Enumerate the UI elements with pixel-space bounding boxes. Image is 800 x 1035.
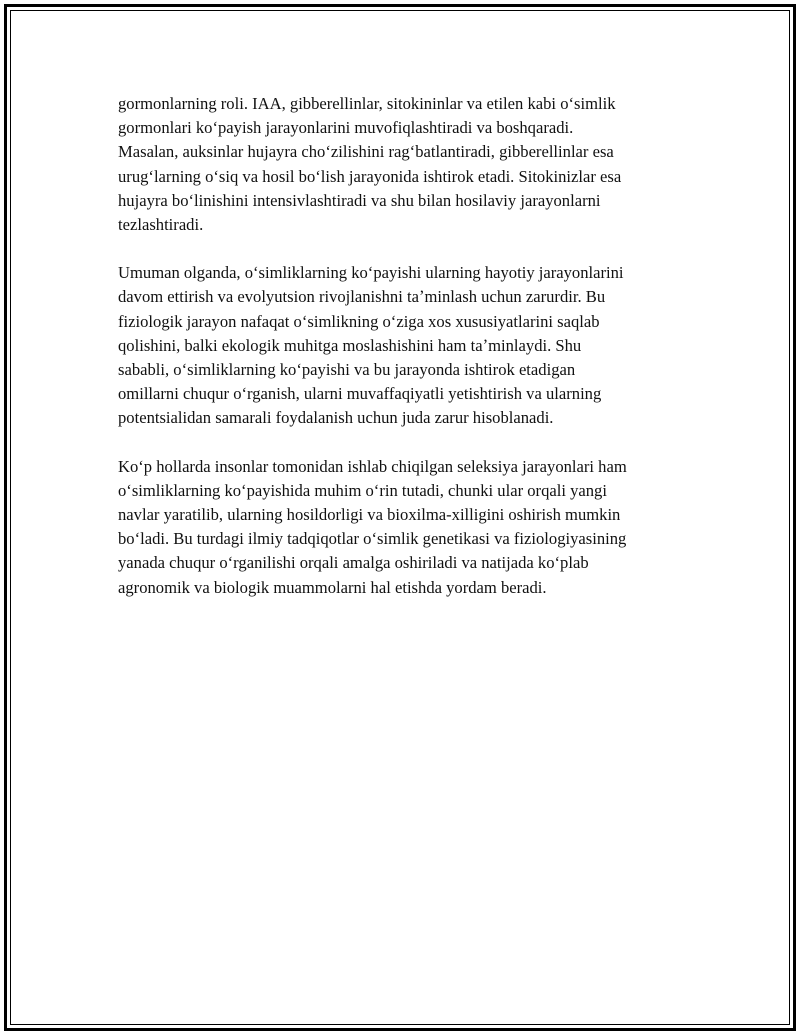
text-line: navlar yaratilib, ularning hosildorligi va bioxilma-xilligini oshirish mumkin (118, 505, 621, 525)
text-line: fiziologik jarayon nafaqat oʻsimlikning oʻziga xos xususiyatlarini saqlab (118, 311, 600, 331)
document-body (118, 92, 686, 624)
text-line: Umuman olganda, oʻsimliklarning koʻpayishi ularning hayotiy jarayonlarini (118, 263, 624, 283)
text-line: potentsialidan samarali foydalanish uchun juda zarur hisoblanadi. (118, 408, 554, 428)
text-line: Koʻp hollarda insonlar tomonidan ishlab chiqilgan seleksiya jarayonlari ham (118, 456, 627, 476)
text-line: oʻsimliklarning koʻpayishida muhim oʻrin tutadi, chunki ular orqali yangi (118, 480, 607, 500)
text-line: urugʻlarning oʻsiq va hosil boʻlish jarayonida ishtirok etadi. Sitokinizlar esa (118, 166, 622, 186)
text-line: hujayra boʻlinishini intensivlashtiradi va shu bilan hosilaviy jarayonlarni (118, 190, 601, 210)
paragraph-hormones (118, 92, 686, 237)
paragraph-summary (118, 261, 686, 430)
paragraph-selection (118, 455, 686, 600)
text-line: Masalan, auksinlar hujayra choʻzilishini ragʻbatlantiradi, gibberellinlar esa (118, 142, 614, 162)
text-line: boʻladi. Bu turdagi ilmiy tadqiqotlar oʻsimlik genetikasi va fiziologiyasining (118, 529, 627, 549)
text-line: sababli, oʻsimliklarning koʻpayishi va bu jarayonda ishtirok etadigan (118, 360, 576, 380)
text-line: tezlashtiradi. (118, 215, 204, 235)
text-line: agronomik va biologik muammolarni hal etishda yordam beradi. (118, 577, 547, 597)
text-line: yanada chuqur oʻrganilishi orqali amalga oshiriladi va natijada koʻplab (118, 553, 589, 573)
text-line: gormonlari koʻpayish jarayonlarini muvofiqlashtiradi va boshqaradi. (118, 118, 574, 138)
text-line: qolishini, balki ekologik muhitga moslashishini ham taʼminlaydi. Shu (118, 335, 582, 355)
text-line: davom ettirish va evolyutsion rivojlanishni taʼminlash uchun zarurdir. Bu (118, 287, 606, 307)
text-line: omillarni chuqur oʻrganish, ularni muvaffaqiyatli yetishtirish va ularning (118, 384, 602, 404)
text-line: gormonlarning roli. IAA, gibberellinlar, sitokininlar va etilen kabi oʻsimlik (118, 94, 616, 113)
